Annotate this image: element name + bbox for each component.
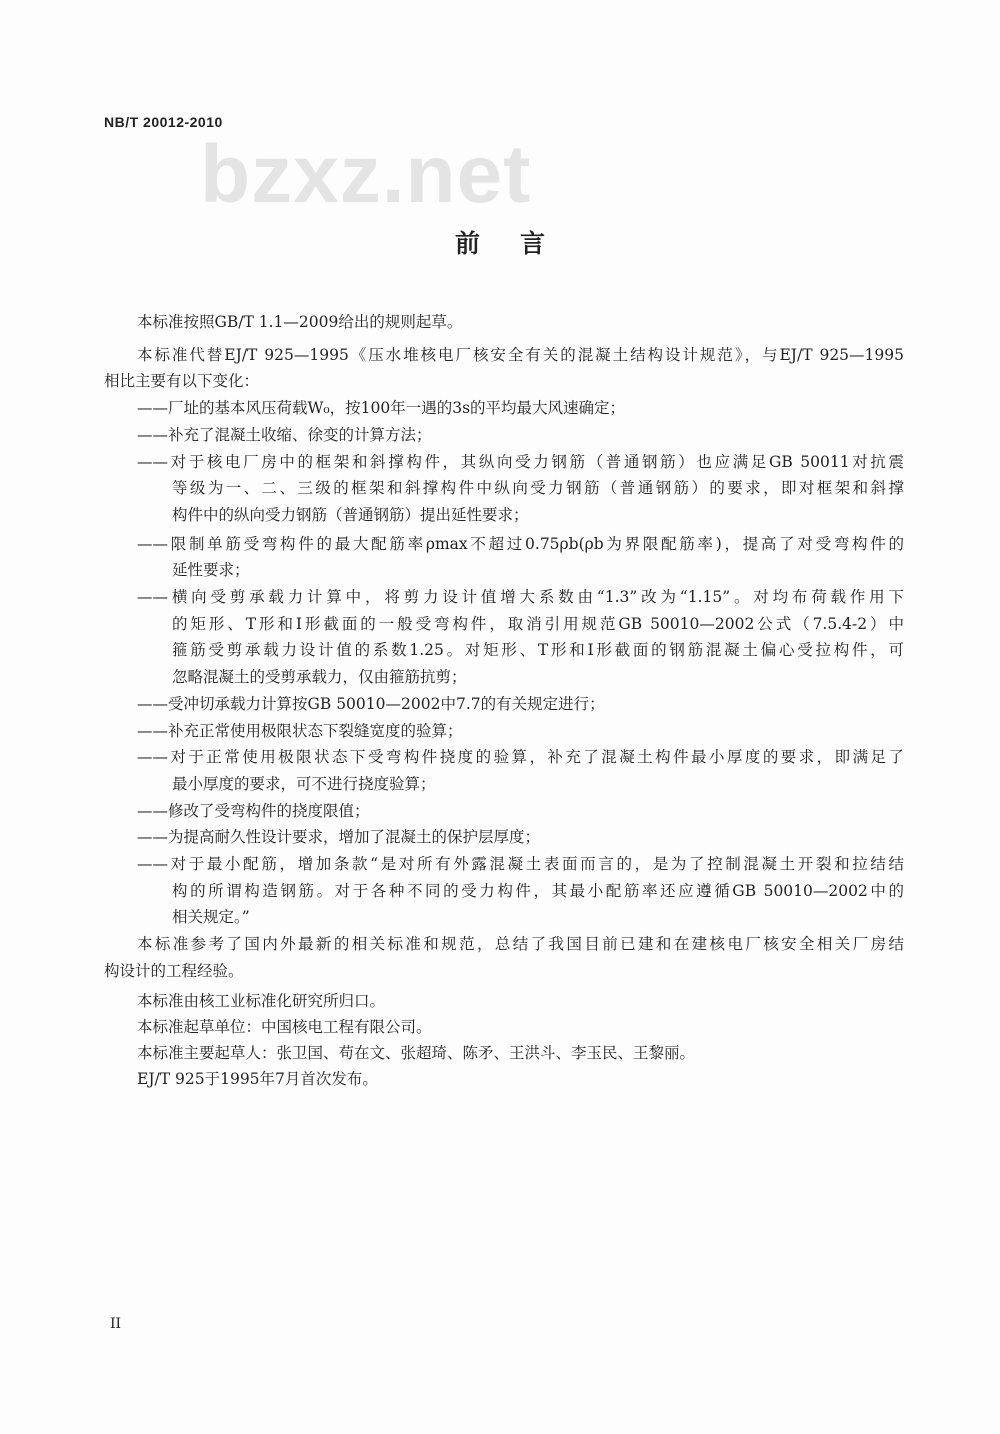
paragraph-line: 本标准由核工业标准化研究所归口。: [137, 992, 386, 1010]
page-number: II: [110, 1316, 122, 1332]
page-title: 前言: [454, 229, 585, 258]
list-item: ——厂址的基本风压荷载W₀，按100年一遇的3s的平均最大风速确定；: [137, 399, 626, 417]
list-item: ——受冲切承载力计算按GB 50010—2002中7.7的有关规定进行；: [137, 695, 605, 713]
paragraph-line: 本标准代替EJ/T 925—1995《压水堆核电厂核安全有关的混凝土结构设计规范》，与EJ/T 925—1995: [137, 346, 904, 364]
list-item: ——补充了混凝土收缩、徐变的计算方法；: [137, 426, 432, 444]
paragraph-line: 本标准按照GB/T 1.1—2009给出的规则起草。: [137, 313, 463, 331]
paragraph-line: EJ/T 925于1995年7月首次发布。: [137, 1070, 378, 1088]
watermark: bzxz.net: [200, 129, 532, 220]
standard-code-header: NB/T 20012-2010: [104, 114, 223, 130]
list-item-continuation: 构的所谓构造钢筋。对于各种不同的受力构件，其最小配筋率还应遵循GB 50010—2002中的: [172, 882, 904, 900]
paragraph-line: 构设计的工程经验。: [104, 962, 244, 980]
list-item-continuation: 忽略混凝土的受剪承载力，仅由箍筋抗剪；: [172, 668, 467, 686]
list-item: ——为提高耐久性设计要求，增加了混凝土的保护层厚度；: [137, 828, 541, 846]
list-item: ——限制单筋受弯构件的最大配筋率ρmax不超过0.75ρb(ρb为界限配筋率)，提高了对受弯构件的: [137, 535, 904, 553]
list-item-continuation: 相关规定。”: [172, 908, 250, 926]
list-item-continuation: 构件中的纵向受力钢筋（普通钢筋）提出延性要求；: [172, 506, 529, 524]
list-item-continuation: 延性要求；: [172, 561, 250, 579]
list-item: ——补充正常使用极限状态下裂缝宽度的验算；: [137, 722, 463, 740]
list-item: ——横向受剪承载力计算中，将剪力设计值增大系数由“1.3”改为“1.15”。对均布荷载作用下: [137, 588, 904, 606]
list-item-continuation: 的矩形、T形和I形截面的一般受弯构件，取消引用规范GB 50010—2002公式（7.5.4-2）中: [172, 615, 904, 633]
list-item: ——对于核电厂房中的框架和斜撑构件，其纵向受力钢筋（普通钢筋）也应满足GB 50011对抗震: [137, 453, 904, 471]
paragraph-line: 本标准主要起草人：张卫国、苟在文、张超琦、陈矛、王洪斗、李玉民、王黎丽。: [137, 1044, 696, 1062]
list-item-continuation: 箍筋受剪承载力设计值的系数1.25。对矩形、T形和I形截面的钢筋混凝土偏心受拉构件，可: [172, 641, 904, 659]
paragraph-line: 本标准起草单位：中国核电工程有限公司。: [137, 1018, 432, 1036]
list-item-continuation: 等级为一、二、三级的框架和斜撑构件中纵向受力钢筋（普通钢筋）的要求，即对框架和斜撑: [172, 479, 904, 497]
paragraph-line: 相比主要有以下变化：: [104, 372, 260, 390]
list-item: ——对于最小配筋，增加条款“是对所有外露混凝土表面而言的，是为了控制混凝土开裂和拉结结: [137, 855, 904, 873]
list-item: ——修改了受弯构件的挠度限值；: [137, 802, 370, 820]
list-item: ——对于正常使用极限状态下受弯构件挠度的验算，补充了混凝土构件最小厚度的要求，即满足了: [137, 748, 904, 766]
list-item-continuation: 最小厚度的要求，可不进行挠度验算；: [172, 775, 436, 793]
paragraph-line: 本标准参考了国内外最新的相关标准和规范，总结了我国目前已建和在建核电厂核安全相关厂房结: [137, 935, 904, 953]
